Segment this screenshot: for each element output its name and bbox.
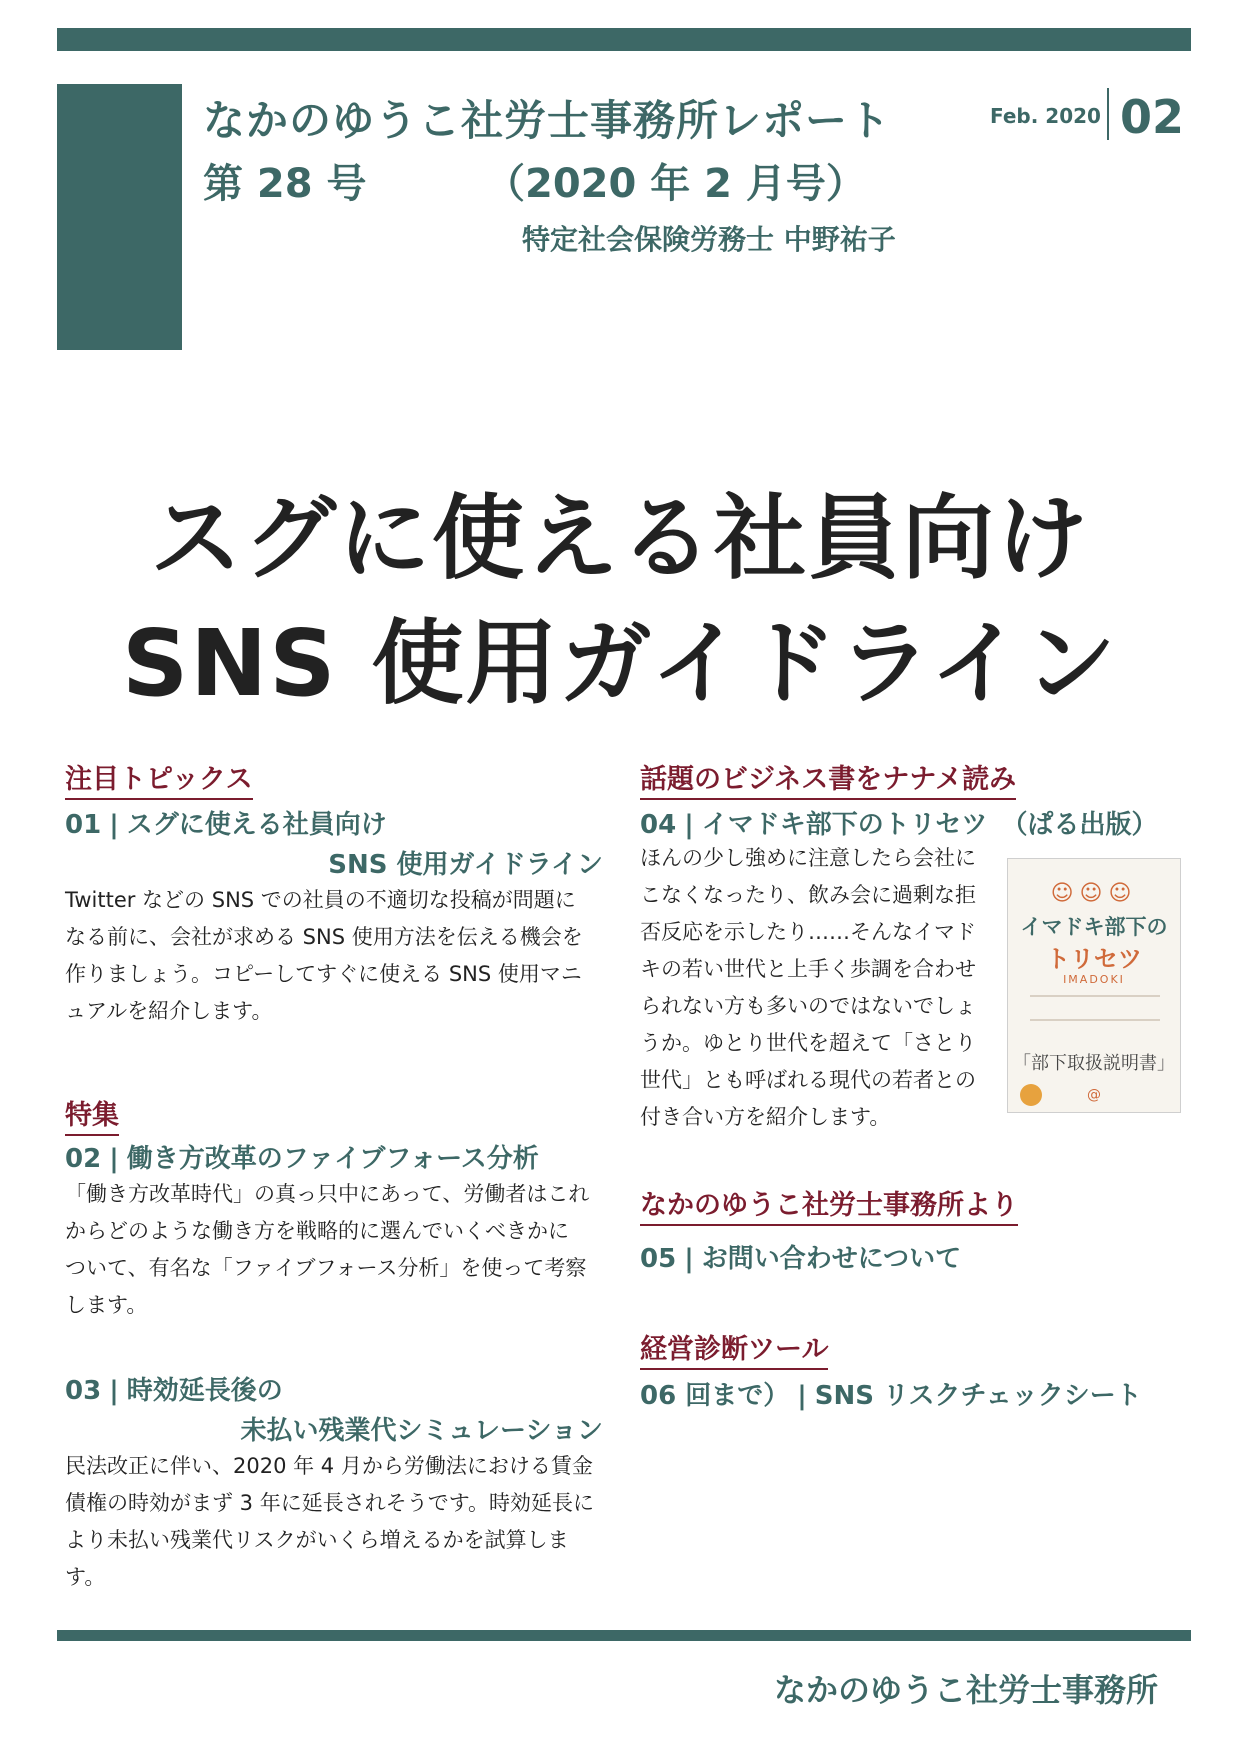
issue-number: 第 28 号 xyxy=(203,161,367,207)
publisher-logo: @ xyxy=(1087,1087,1101,1103)
book-cover-image xyxy=(1007,858,1181,1113)
people-illustration-icon: ☺☺☺ xyxy=(1050,881,1138,906)
section-heading-topics: 注目トピックス xyxy=(65,757,253,800)
item-04-body: ほんの少し強めに注意したら会社に こなくなったり、飲み会に過剰な拒 否反応を示したり……そんなイマド キの若い世代と上手く歩調を合わせ られない方も多いのではないでしょ うか。ゆとり世代を超えて「さとり 世代」とも呼ばれる現代の若者との 付き合い方を紹介します。 xyxy=(640,846,976,1129)
book-divider xyxy=(1030,995,1160,997)
section-heading-diagnosis-tool: 経営診断ツール xyxy=(640,1327,828,1370)
main-title-line2: SNS 使用ガイドライン xyxy=(121,610,1119,717)
item-02-title: 02 | 働き方改革のファイブフォース分析 xyxy=(65,1144,539,1174)
item-03-title: 03 | 時効延長後の xyxy=(65,1376,283,1406)
book-title-line1: イマドキ部下の xyxy=(1020,915,1168,939)
item-01-title: 01 | スグに使える社員向け xyxy=(65,810,387,840)
book-divider xyxy=(1030,1019,1160,1021)
item-02-body: 「働き方改革時代」の真っ只中にあって、労働者はこれ からどのような働き方を戦略的に選んでいくべきかに ついて、有名な「ファイブフォース分析」を使って考察 します。 xyxy=(65,1182,590,1317)
header-divider xyxy=(1107,88,1109,140)
section-heading-business-books: 話題のビジネス書をナナメ読み xyxy=(640,757,1016,800)
report-title: なかのゆうこ社労士事務所レポート xyxy=(203,96,892,145)
month-number: 02 xyxy=(1120,90,1185,144)
main-title-line1: スグに使える社員向け xyxy=(149,485,1090,592)
book-subtitle: IMADOKI xyxy=(1063,973,1125,986)
book-quote: 「部下取扱説明書」 xyxy=(1013,1053,1175,1074)
header-color-block xyxy=(57,84,182,350)
item-03-title-2: 未払い残業代シミュレーション xyxy=(240,1416,603,1446)
book-title-line2: トリセツ xyxy=(1046,945,1142,973)
section-heading-office: なかのゆうこ社労士事務所より xyxy=(640,1183,1018,1226)
month-label: Feb. 2020 xyxy=(990,104,1101,128)
top-rule xyxy=(57,28,1191,51)
item-04-title: 04 | イマドキ部下のトリセツ （ぱる出版） xyxy=(640,810,1158,840)
item-05-title: 05 | お問い合わせについて xyxy=(640,1244,962,1274)
item-01-title-2: SNS 使用ガイドライン xyxy=(328,850,603,880)
issue-date: （2020 年 2 月号） xyxy=(485,161,866,207)
item-03-body: 民法改正に伴い、2020 年 4 月から労働法における賃金 債権の時効がまず 3 年に延長されそうです。時効延長に より未払い残業代リスクがいくら増えるかを試算しま す。 xyxy=(65,1454,595,1589)
author-name: 特定社会保険労務士 中野祐子 xyxy=(522,223,896,256)
item-06-title: 06 回まで） | SNS リスクチェックシート xyxy=(640,1381,1142,1411)
section-heading-feature: 特集 xyxy=(65,1093,119,1136)
item-01-body: Twitter などの SNS での社員の不適切な投稿が問題に なる前に、会社が求める SNS 使用方法を伝える機会を 作りましょう。コピーしてすぐに使える SNS 使用マニ ュアルを紹介します。 xyxy=(65,888,583,1023)
footer-office-name: なかのゆうこ社労士事務所 xyxy=(773,1671,1158,1709)
bottom-rule xyxy=(57,1630,1191,1641)
